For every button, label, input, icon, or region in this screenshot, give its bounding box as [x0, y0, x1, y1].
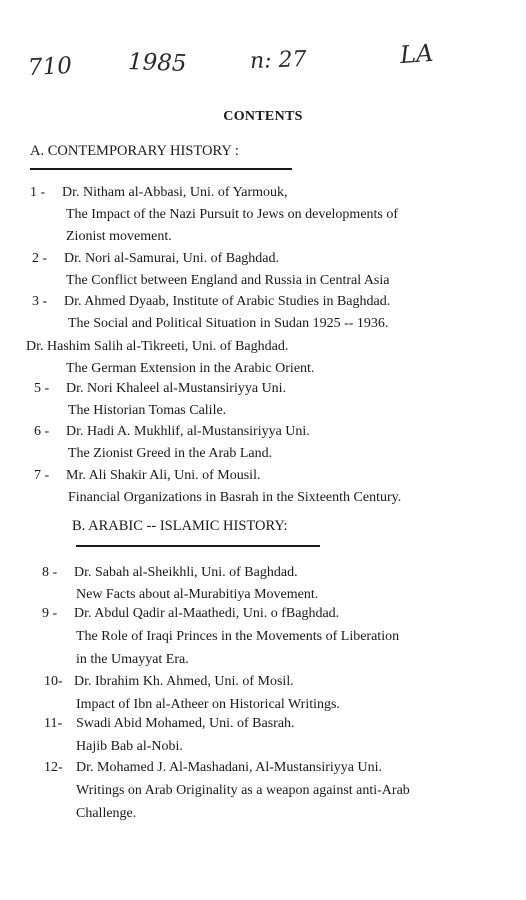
- entry-title: Writings on Arab Originality as a weapon against anti-Arab: [76, 783, 410, 798]
- entry-10: [0, 672, 526, 714]
- entry-number: 6 -: [34, 424, 50, 439]
- entry-title: The German Extension in the Arabic Orient.: [66, 361, 315, 376]
- entry-title: Hajib Bab al-Nobi.: [76, 739, 183, 754]
- entry-title: The Impact of the Nazi Pursuit to Jews on developments of: [66, 207, 399, 222]
- entry-title: New Facts about al-Murabitiya Movement.: [76, 587, 319, 602]
- entry-number: 8 -: [42, 565, 58, 580]
- page-title: CONTENTS: [223, 109, 303, 124]
- entry-author: Dr. Hadi A. Mukhlif, al-Mustansiriyya Uni.: [66, 424, 310, 439]
- entry-number: 11-: [44, 716, 63, 731]
- entry-title: Challenge.: [76, 806, 137, 821]
- entry-11: [0, 714, 526, 756]
- entry-author: Dr. Abdul Qadir al-Maathedi, Uni. o fBaghdad.: [74, 606, 340, 621]
- entry-3: [0, 292, 526, 333]
- entry-title: The Historian Tomas Calile.: [68, 403, 227, 418]
- entry-title: Zionist movement.: [66, 229, 172, 244]
- entry-author: Dr. Nori Khaleel al-Mustansiriyya Uni.: [66, 381, 287, 396]
- entry-2: [0, 249, 526, 290]
- entry-number: 5 -: [34, 381, 50, 396]
- entry-author: Mr. Ali Shakir Ali, Uni. of Mousil.: [66, 468, 261, 483]
- entry-number: 1 -: [30, 185, 46, 200]
- entry-number: 7 -: [34, 468, 50, 483]
- section-b-heading: B. ARABIC -- ISLAMIC HISTORY:: [72, 518, 288, 534]
- entry-number: 12-: [44, 760, 63, 775]
- entry-8: [0, 563, 526, 604]
- entry-12: [0, 758, 526, 823]
- entry-author: Dr. Sabah al-Sheikhli, Uni. of Baghdad.: [74, 565, 298, 580]
- section-b-rule: [76, 545, 320, 547]
- entry-title: Financial Organizations in Basrah in the Sixteenth Century.: [68, 490, 402, 505]
- entry-author: Dr. Ahmed Dyaab, Institute of Arabic Studies in Baghdad.: [64, 294, 391, 309]
- entry-author: Dr. Ibrahim Kh. Ahmed, Uni. of Mosil.: [74, 674, 294, 689]
- entry-7: [0, 466, 526, 507]
- entry-title: The Role of Iraqi Princes in the Movements of Liberation: [76, 629, 400, 644]
- entry-number: 3 -: [32, 294, 48, 309]
- entry-title: The Social and Political Situation in Sudan 1925 -- 1936.: [68, 316, 389, 331]
- entry-author: Dr. Nitham al-Abbasi, Uni. of Yarmouk,: [62, 185, 288, 200]
- handwritten-note: n: 27: [249, 47, 307, 74]
- handwritten-note: 710: [27, 52, 73, 82]
- entry-number: 2 -: [32, 251, 48, 266]
- handwritten-note: 1985: [127, 48, 187, 78]
- entry-author: Dr. Hashim Salih al-Tikreeti, Uni. of Baghdad.: [26, 339, 289, 354]
- entry-4: [0, 337, 526, 378]
- section-a-rule: [30, 168, 292, 170]
- section-a-heading: A. CONTEMPORARY HISTORY :: [30, 143, 239, 159]
- entry-author: Dr. Mohamed J. Al-Mashadani, Al-Mustansiriyya Uni.: [76, 760, 383, 775]
- entry-9: [0, 604, 526, 669]
- entry-author: Swadi Abid Mohamed, Uni. of Basrah.: [76, 716, 295, 731]
- entry-title: The Zionist Greed in the Arab Land.: [68, 446, 273, 461]
- entry-number: 9 -: [42, 606, 58, 621]
- handwritten-note: LA: [399, 38, 435, 70]
- entry-title: The Conflict between England and Russia in Central Asia: [66, 273, 390, 288]
- handwritten-notes: [28, 38, 498, 88]
- entry-author: Dr. Nori al-Samurai, Uni. of Baghdad.: [64, 251, 280, 266]
- entry-title: in the Umayyat Era.: [76, 652, 189, 667]
- entry-5: [0, 379, 526, 420]
- entry-title: Impact of Ibn al-Atheer on Historical Writings.: [76, 697, 340, 712]
- entry-number: 10-: [44, 674, 63, 689]
- entry-6: [0, 422, 526, 463]
- entry-1: [0, 183, 526, 246]
